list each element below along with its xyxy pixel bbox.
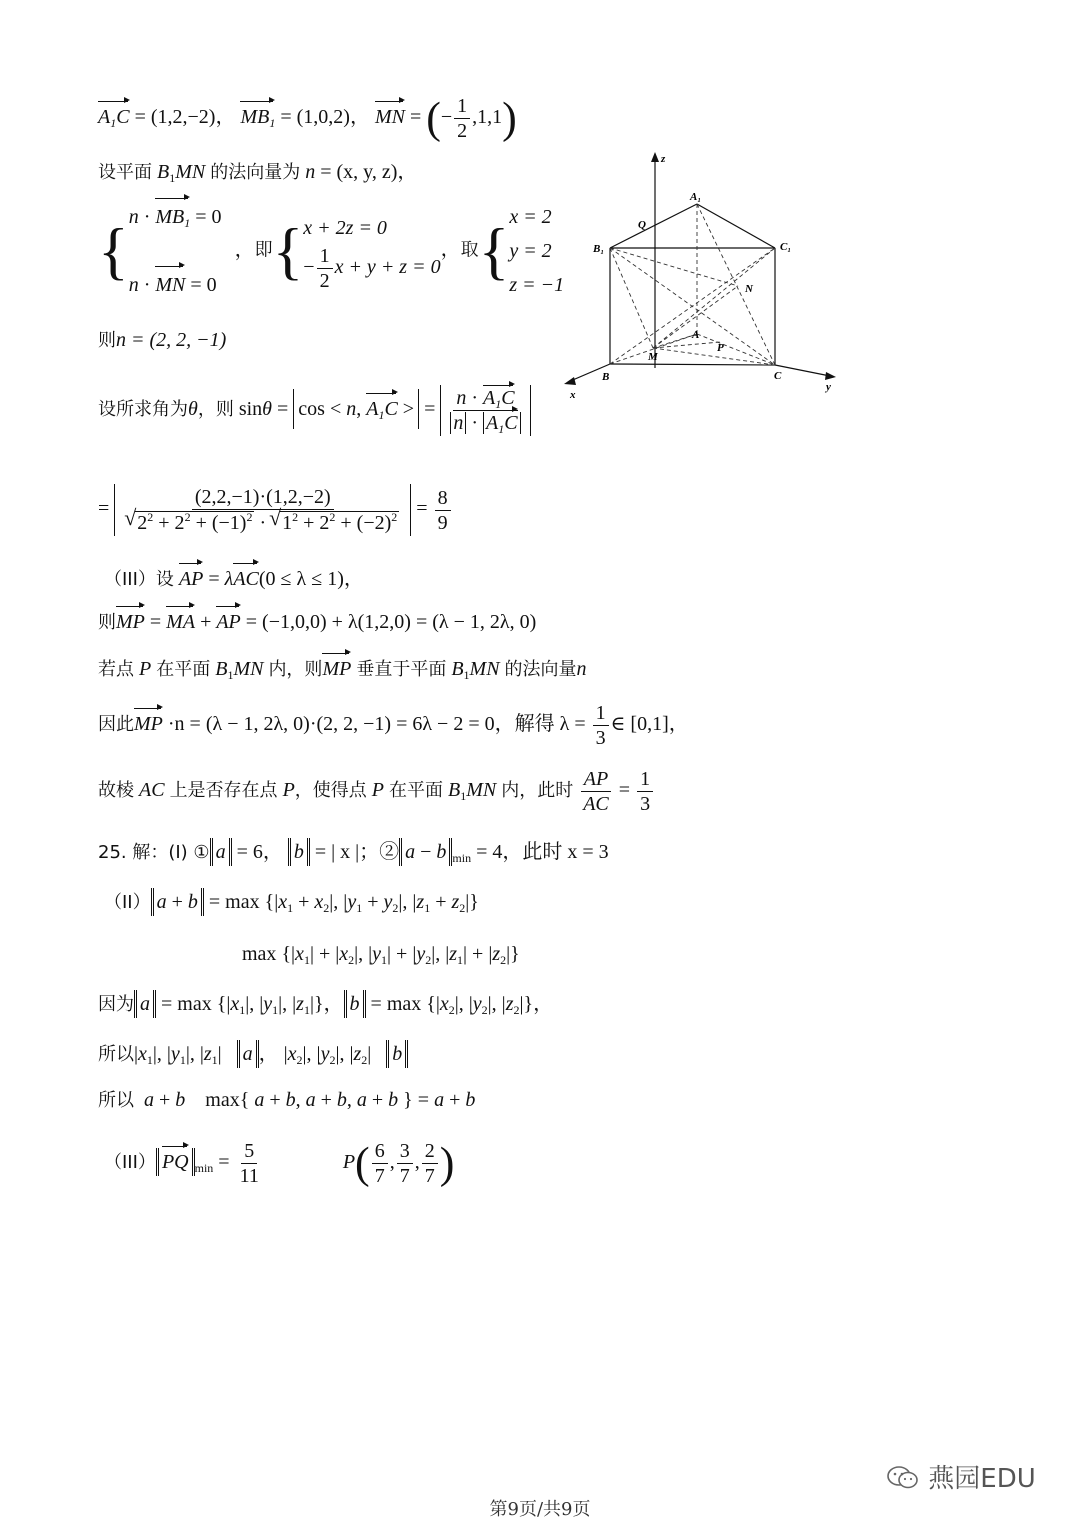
x-arrow	[564, 377, 576, 385]
y-axis	[775, 365, 830, 376]
line-in-plane: 若点 P 在平面 $B_1MN$ 内，则MP 垂直于平面 $B_1MN$ 的法向量n	[98, 655, 587, 684]
label-b1: B₁	[593, 243, 605, 255]
line-q25: 25. 解：(I) ① a = 6， b = | x |；② a − b $_{min}$ = 4，此时 x = 3	[98, 838, 609, 867]
z-arrow	[651, 152, 659, 162]
line-q25-part2: （II） $a + b = \max \{|x_1 + x_2|$, $|y_1 + y_2|$, $|z_1 + z_2|$}	[104, 888, 479, 917]
line-angle: 设所求角为θ，则 sinθ = cos < n, $A_1C$ > = $\frac{n \cdot A_1C}{n \cdot A_1C}$	[98, 385, 531, 436]
label-b: B	[602, 371, 610, 383]
line-part3: （III）设 AP = λAC(0 ≤ λ ≤ 1)，	[104, 565, 364, 594]
wechat-icon	[886, 1465, 920, 1491]
line-so2: 所以 a + b max{ a + b, a + b, a + b } = a + b	[98, 1089, 476, 1111]
label-x: x	[570, 389, 576, 401]
line-vectors: $A_1C = (1,2,-2)$， $MB_1 = (1,0,2)$， MN = (− $\frac{1}{2}$ ,1,1)	[98, 93, 517, 143]
label-c1: C₁	[780, 241, 792, 253]
line-q25-part3: （III） PQ $_{min}$ = $\frac{5}{11}$ P( $\frac{6}{7}$ , $\frac{3}{7}$ , $\frac{2}{7}$ )	[104, 1138, 455, 1188]
label-a1: A₁	[690, 191, 702, 203]
label-m: M	[648, 351, 658, 363]
line-n-result: 则n = (2, 2, −1)	[98, 329, 227, 351]
prism-figure	[560, 148, 850, 408]
label-y: y	[826, 381, 831, 393]
line-q25-part2b: $\max \{|x_1| + |x_2|$, $|y_1| + |y_2|$, $|z_1| + |z_2|$}	[242, 943, 520, 967]
line-normal-vector: 设平面 $B_1MN$ 的法向量为 n = (x, y, z)，	[98, 161, 418, 185]
line-so1: 所以$|x_1|$, $|y_1|$, $|z_1|$ a ， $|x_2|$, $|y_2|$, $|z_2|$ b	[98, 1040, 408, 1069]
label-p: P	[717, 342, 724, 354]
equation-system: { $n \cdot MB_1 = 0$ n · MN = 0 ，即{ x + 2z = 0 − $\frac{1}{2}$ x + y + z = 0 ，取{ x = 2 y = 2 z = −1	[98, 200, 564, 302]
line-hence: 因此MP ·n = (λ − 1, 2λ, 0)·(2, 2, −1) = 6λ − 2 = 0，解得 λ = $\frac{1}{3}$ ∈ [0,1]，	[98, 702, 689, 749]
label-a: A	[692, 329, 700, 341]
line-because: 因为 $a = \max \{|x_1|$, $|y_1|$, $|z_1|$}， $b = \max \{|x_2|$, $|y_2|$, $|z_2|$}，	[98, 990, 553, 1019]
watermark: 燕园EDU	[886, 1458, 1036, 1495]
label-z: z	[661, 153, 666, 165]
label-q: Q	[638, 219, 646, 231]
page-footer: 第9页/共9页	[489, 1499, 591, 1520]
y-arrow	[825, 372, 836, 380]
label-n: N	[745, 283, 753, 295]
line-mp: 则MP = MA + AP = (−1,0,0) + λ(1,2,0) = (λ − 1, 2λ, 0)	[98, 608, 536, 637]
line-angle-value: = (2,2,−1)·(1,2,−2) √ $2^2 + 2^2 + (-1)^2$ · √ $1^2 + 2^2 + (-2)^2$ = $\frac{8}{9}$	[98, 484, 453, 536]
label-c: C	[774, 370, 782, 382]
line-conclusion: 故棱 AC 上是否存在点 P，使得点 P 在平面 $B_1MN$ 内，此时 $\frac{AP}{AC}$ = $\frac{1}{3}$	[98, 768, 655, 815]
